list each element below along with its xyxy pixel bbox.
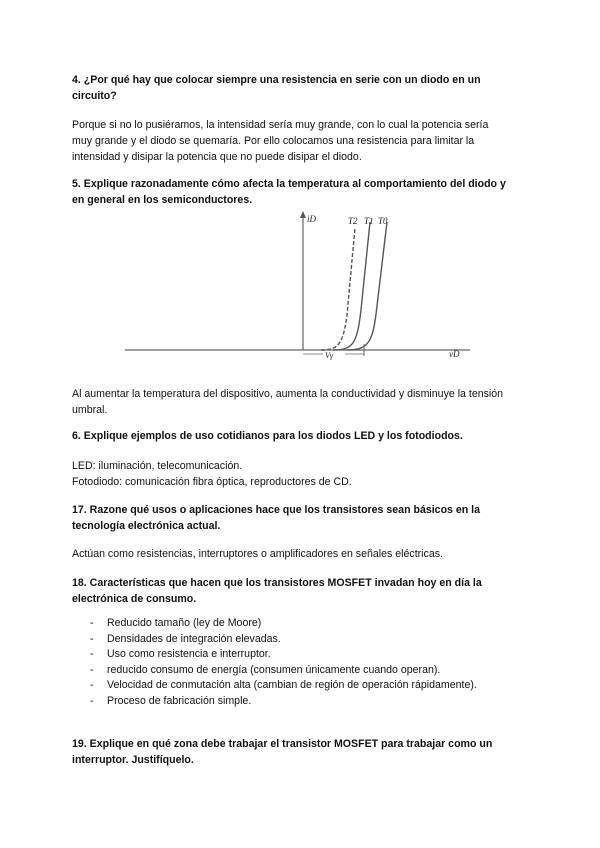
question-18-bullet-list [72, 616, 512, 709]
question-5-title-line-2: en general en los semiconductores. [72, 194, 253, 206]
bullet-dash: - [90, 694, 94, 707]
bullet-dash: - [90, 632, 94, 645]
curve-t2 [321, 228, 355, 350]
list-item-text: Reducido tamaño (ley de Moore) [107, 617, 262, 629]
x-axis-label: vD [449, 349, 460, 359]
question-4-answer [72, 117, 512, 165]
question-5-title-line-1: 5. Explique razonadamente cómo afecta la temperatura al comportamiento del diodo y [72, 178, 506, 190]
question-4-answer-line-2: muy grande y el diodo se quemaría. Por ello colocamos una resistencia para limitar la [72, 135, 475, 147]
question-6-title-line-1: 6. Explique ejemplos de uso cotidianos para los diodos LED y los fotodiodos. [72, 430, 463, 442]
question-17-answer-line-1: Actúan como resistencias, interruptores o amplificadores en señales eléctricas. [72, 548, 443, 560]
list-item [72, 678, 512, 694]
question-19-title-line-2: interruptor. Justifíquelo. [72, 754, 194, 766]
curve-label-t0: T0 [378, 216, 388, 226]
question-5-answer [72, 386, 512, 418]
question-6-answer-line-1: LED: iluminación, telecomunicación. [72, 460, 243, 472]
question-18-title-line-2: electrónica de consumo. [72, 593, 197, 605]
question-19-title [72, 736, 512, 768]
threshold-label: Vγ [325, 351, 334, 360]
y-axis-label: iD [307, 214, 316, 224]
list-item [72, 694, 512, 710]
question-4-answer-line-1: Porque si no lo pusiéramos, la intensidad sería muy grande, con lo cual la potencia sería [72, 119, 489, 131]
bullet-dash: - [90, 617, 94, 629]
diode-temperature-figure [125, 210, 470, 370]
list-item [72, 616, 512, 632]
question-18-title [72, 575, 512, 607]
list-item-text: Densidades de integración elevadas. [107, 632, 281, 645]
curve-t0 [347, 222, 387, 350]
list-item [72, 647, 512, 663]
bullet-dash: - [90, 648, 94, 660]
list-item-text: Velocidad de conmutación alta (cambian de región de operación rápidamente). [107, 679, 477, 691]
curve-t1 [333, 222, 370, 350]
question-5-answer-line-1: Al aumentar la temperatura del dispositivo, aumenta la conductividad y disminuye la tensión [72, 388, 504, 400]
question-18-title-line-1: 18. Características que hacen que los transistores MOSFET invadan hoy en día la [72, 577, 482, 589]
question-17-title-line-2: tecnología electrónica actual. [72, 520, 221, 532]
question-4-title [72, 72, 512, 104]
question-17-title [72, 502, 512, 534]
list-item-text: reducido consumo de energía (consumen únicamente cuando operan). [107, 663, 441, 676]
list-item-text: Proceso de fabricación simple. [107, 694, 252, 707]
question-6-answer-line-2: Fotodiodo: comunicación fibra óptica, reproductores de CD. [72, 476, 352, 488]
question-4-answer-line-3: intensidad y disipar la potencia que no puede disipar el diodo. [72, 151, 362, 163]
question-6-title [72, 428, 512, 444]
curve-label-t1: T1 [364, 216, 374, 226]
question-5-answer-line-2: umbral. [72, 404, 108, 416]
question-19-title-line-1: 19. Explique en qué zona debe trabajar el transistor MOSFET para trabajar como un [72, 738, 493, 750]
question-5-title [72, 176, 512, 208]
question-6-answer [72, 458, 512, 490]
y-axis-arrow-icon [300, 211, 306, 218]
bullet-dash: - [90, 679, 94, 691]
list-item [72, 663, 512, 679]
list-item-text: Uso como resistencia e interruptor. [107, 648, 271, 660]
question-17-title-line-1: 17. Razone qué usos o aplicaciones hace que los transistores sean básicos en la [72, 504, 481, 516]
question-4-title-line-1: 4. ¿Por qué hay que colocar siempre una resistencia en serie con un diodo en un [72, 74, 481, 86]
question-4-title-line-2: circuito? [72, 90, 117, 102]
question-17-answer [72, 546, 512, 562]
bullet-dash: - [90, 663, 94, 676]
list-item [72, 632, 512, 648]
curve-label-t2: T2 [348, 216, 358, 226]
